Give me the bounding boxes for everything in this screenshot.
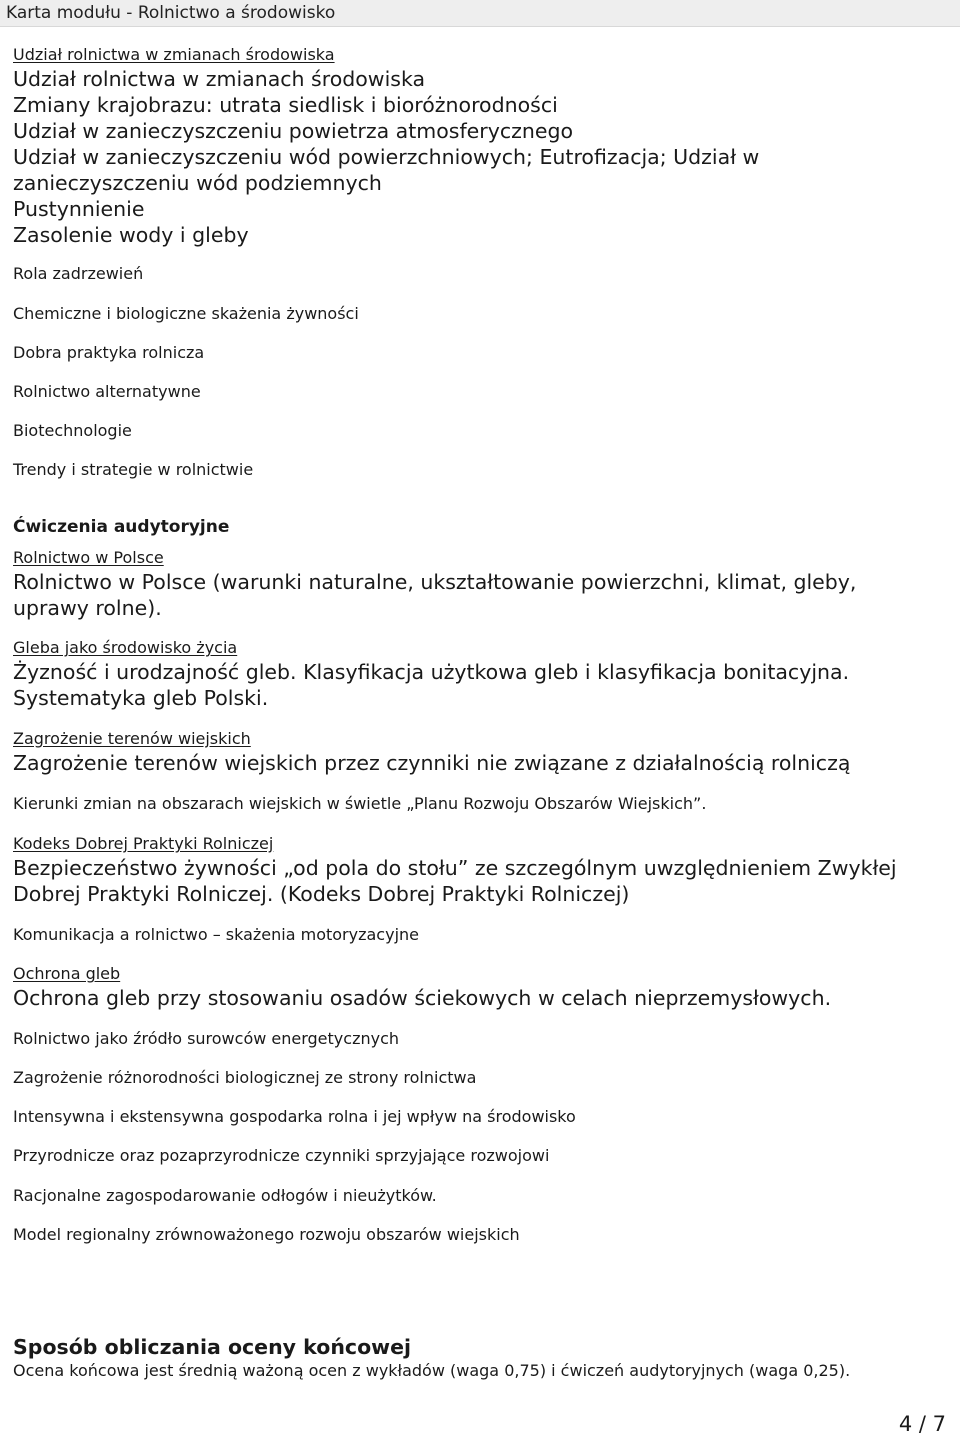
exercise-topic: Zagrożenie różnorodności biologicznej ze strony rolnictwa: [13, 1068, 477, 1087]
lecture-line: zanieczyszczeniu wód podziemnych: [13, 171, 382, 195]
exercise-line: Zagrożenie terenów wiejskich przez czynniki nie związane z działalnością rolniczą: [13, 751, 851, 775]
exercise-line: Rolnictwo w Polsce (warunki naturalne, ukształtowanie powierzchni, klimat, gleby,: [13, 570, 857, 594]
exercise-topic: Racjonalne zagospodarowanie odłogów i nieużytków.: [13, 1186, 437, 1205]
exercise-topic-link[interactable]: Ochrona gleb: [13, 964, 121, 983]
exercise-topic: Model regionalny zrównoważonego rozwoju obszarów wiejskich: [13, 1225, 520, 1244]
exercise-topic-link[interactable]: Rolnictwo w Polsce: [13, 548, 164, 567]
lecture-topic: Rola zadrzewień: [13, 264, 144, 283]
exercise-topic-link[interactable]: Gleba jako środowisko życia: [13, 638, 238, 657]
exercise-topic: Kierunki zmian na obszarach wiejskich w świetle „Planu Rozwoju Obszarów Wiejskich”.: [13, 794, 707, 813]
page-title: Karta modułu - Rolnictwo a środowisko: [6, 3, 336, 23]
exercise-line: uprawy rolne).: [13, 596, 162, 620]
exercise-line: Bezpieczeństwo żywności „od pola do stołu” ze szczególnym uwzględnieniem Zwykłej: [13, 856, 897, 880]
lecture-topic: Rolnictwo alternatywne: [13, 382, 201, 401]
lecture-line: Pustynnienie: [13, 197, 145, 221]
lecture-topic: Chemiczne i biologiczne skażenia żywności: [13, 304, 359, 323]
lecture-line: Zasolenie wody i gleby: [13, 223, 249, 247]
page-number: 4 / 7: [898, 1412, 946, 1436]
exercise-line: Ochrona gleb przy stosowaniu osadów ściekowych w celach nieprzemysłowych.: [13, 986, 832, 1010]
exercise-topic: Intensywna i ekstensywna gospodarka rolna i jej wpływ na środowisko: [13, 1107, 576, 1126]
lecture-line: Udział w zanieczyszczeniu powietrza atmosferycznego: [13, 119, 574, 143]
lecture-topic: Biotechnologie: [13, 421, 132, 440]
exercise-topic: Komunikacja a rolnictwo – skażenia motoryzacyjne: [13, 925, 419, 944]
lecture-topic: Trendy i strategie w rolnictwie: [13, 460, 254, 479]
exercise-topic: Rolnictwo jako źródło surowców energetycznych: [13, 1029, 400, 1048]
exercise-line: Żyzność i urodzajność gleb. Klasyfikacja użytkowa gleb i klasyfikacja bonitacyjna.: [13, 660, 850, 684]
lecture-topic-link[interactable]: Udział rolnictwa w zmianach środowiska: [13, 45, 335, 64]
lecture-line: Udział rolnictwa w zmianach środowiska: [13, 67, 426, 91]
lecture-line: Zmiany krajobrazu: utrata siedlisk i bioróżnorodności: [13, 93, 558, 117]
exercises-heading: Ćwiczenia audytoryjne: [13, 517, 230, 537]
grading-heading: Sposób obliczania oceny końcowej: [13, 1335, 412, 1359]
exercise-line: Systematyka gleb Polski.: [13, 686, 269, 710]
exercise-line: Dobrej Praktyki Rolniczej. (Kodeks Dobrej Praktyki Rolniczej): [13, 882, 630, 906]
exercise-topic-link[interactable]: Kodeks Dobrej Praktyki Rolniczej: [13, 834, 274, 853]
header-bar: [0, 0, 960, 27]
exercise-topic-link[interactable]: Zagrożenie terenów wiejskich: [13, 729, 251, 748]
lecture-topic: Dobra praktyka rolnicza: [13, 343, 205, 362]
lecture-line: Udział w zanieczyszczeniu wód powierzchniowych; Eutrofizacja; Udział w: [13, 145, 760, 169]
exercise-topic: Przyrodnicze oraz pozaprzyrodnicze czynniki sprzyjające rozwojowi: [13, 1146, 550, 1165]
grading-text: Ocena końcowa jest średnią ważoną ocen z wykładów (waga 0,75) i ćwiczeń audytoryjnych (waga 0,25).: [13, 1361, 851, 1380]
